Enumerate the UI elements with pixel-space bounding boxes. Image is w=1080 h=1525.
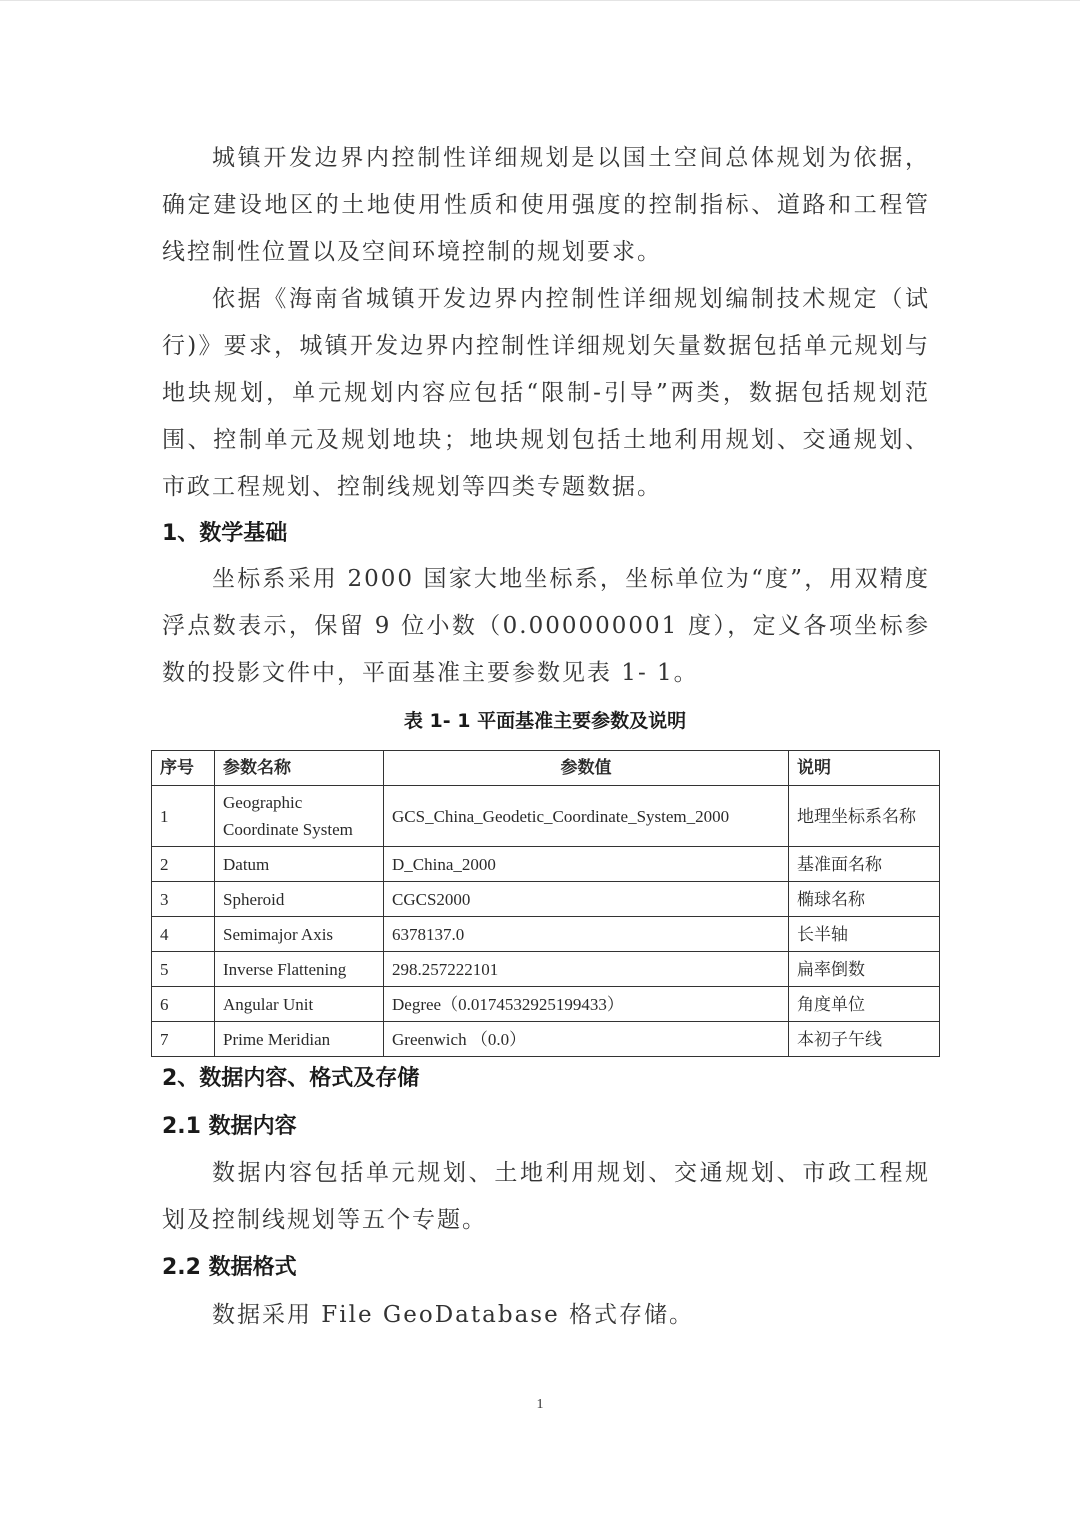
- cell-no: 2: [152, 847, 215, 882]
- table-row: [152, 952, 940, 987]
- cell-param-name: Datum: [215, 847, 384, 882]
- header-param-value: 参数值: [384, 751, 789, 786]
- table-row: [152, 987, 940, 1022]
- table-row: [152, 917, 940, 952]
- section-2-2-heading: 2.2 数据格式: [162, 1255, 297, 1280]
- cell-param-name: Geographic Coordinate System: [215, 786, 384, 847]
- table-row: [152, 786, 940, 847]
- header-param-name: 参数名称: [215, 751, 384, 786]
- cell-no: 5: [152, 952, 215, 987]
- cell-description: 角度单位: [789, 987, 940, 1022]
- cell-no: 1: [152, 786, 215, 847]
- cell-param-name: Prime Meridian: [215, 1022, 384, 1057]
- header-no: 序号: [152, 751, 215, 786]
- cell-param-name: Semimajor Axis: [215, 917, 384, 952]
- cell-param-value: 298.257222101: [384, 952, 789, 987]
- cell-param-value: D_China_2000: [384, 847, 789, 882]
- section-2-1-heading: 2.1 数据内容: [162, 1114, 297, 1139]
- page-number: 1: [536, 1397, 544, 1412]
- cell-no: 4: [152, 917, 215, 952]
- section-2-heading: 2、数据内容、格式及存储: [162, 1066, 420, 1091]
- section-1-heading: 1、数学基础: [162, 521, 288, 546]
- cell-description: 椭球名称: [789, 882, 940, 917]
- cell-param-name: Angular Unit: [215, 987, 384, 1022]
- cell-param-value: Greenwich （0.0）: [384, 1022, 789, 1057]
- cell-no: 6: [152, 987, 215, 1022]
- cell-description: 本初子午线: [789, 1022, 940, 1057]
- table-row: [152, 1022, 940, 1057]
- section-2-2-paragraph: 数据采用 File GeoDatabase 格式存储。: [212, 1302, 695, 1328]
- cell-param-value: 6378137.0: [384, 917, 789, 952]
- cell-description: 长半轴: [789, 917, 940, 952]
- cell-param-value: GCS_China_Geodetic_Coordinate_System_2000: [384, 786, 789, 847]
- cell-param-value: Degree（0.0174532925199433）: [384, 987, 789, 1022]
- scan-edge-line: [0, 0, 1080, 1]
- intro-paragraph-1: 城镇开发边界内控制性详细规划是以国土空间总体规划为依据，确定建设地区的土地使用性质和使用强度的控制指标、道路和工程管线控制性位置以及空间环境控制的规划要求。: [162, 145, 930, 265]
- table-header-row: [152, 751, 940, 786]
- section-2-1-paragraph: 数据内容包括单元规划、土地利用规划、交通规划、市政工程规划及控制线规划等五个专题。: [162, 1160, 930, 1233]
- parameter-table: [151, 750, 940, 1057]
- cell-no: 3: [152, 882, 215, 917]
- cell-param-value: CGCS2000: [384, 882, 789, 917]
- cell-param-name: Spheroid: [215, 882, 384, 917]
- cell-description: 扁率倒数: [789, 952, 940, 987]
- cell-description: 基准面名称: [789, 847, 940, 882]
- table-caption: 表 1- 1 平面基准主要参数及说明: [403, 710, 687, 732]
- section-1-paragraph: 坐标系采用 2000 国家大地坐标系，坐标单位为“度”，用双精度浮点数表示，保留 9 位小数（0.000000001 度），定义各项坐标参数的投影文件中，平面基准主要参数见表 1- 1。: [162, 566, 930, 686]
- header-description: 说明: [789, 751, 940, 786]
- table-row: [152, 882, 940, 917]
- table-row: [152, 847, 940, 882]
- cell-param-name: Inverse Flattening: [215, 952, 384, 987]
- cell-description: 地理坐标系名称: [789, 786, 940, 847]
- cell-no: 7: [152, 1022, 215, 1057]
- intro-paragraph-2: 依据《海南省城镇开发边界内控制性详细规划编制技术规定（试行)》要求，城镇开发边界内控制性详细规划矢量数据包括单元规划与地块规划，单元规划内容应包括“限制-引导”两类，数据包括规划范围、控制单元及规划地块；地块规划包括土地利用规划、交通规划、市政工程规划、控制线规划等四类专题数据。: [162, 286, 930, 500]
